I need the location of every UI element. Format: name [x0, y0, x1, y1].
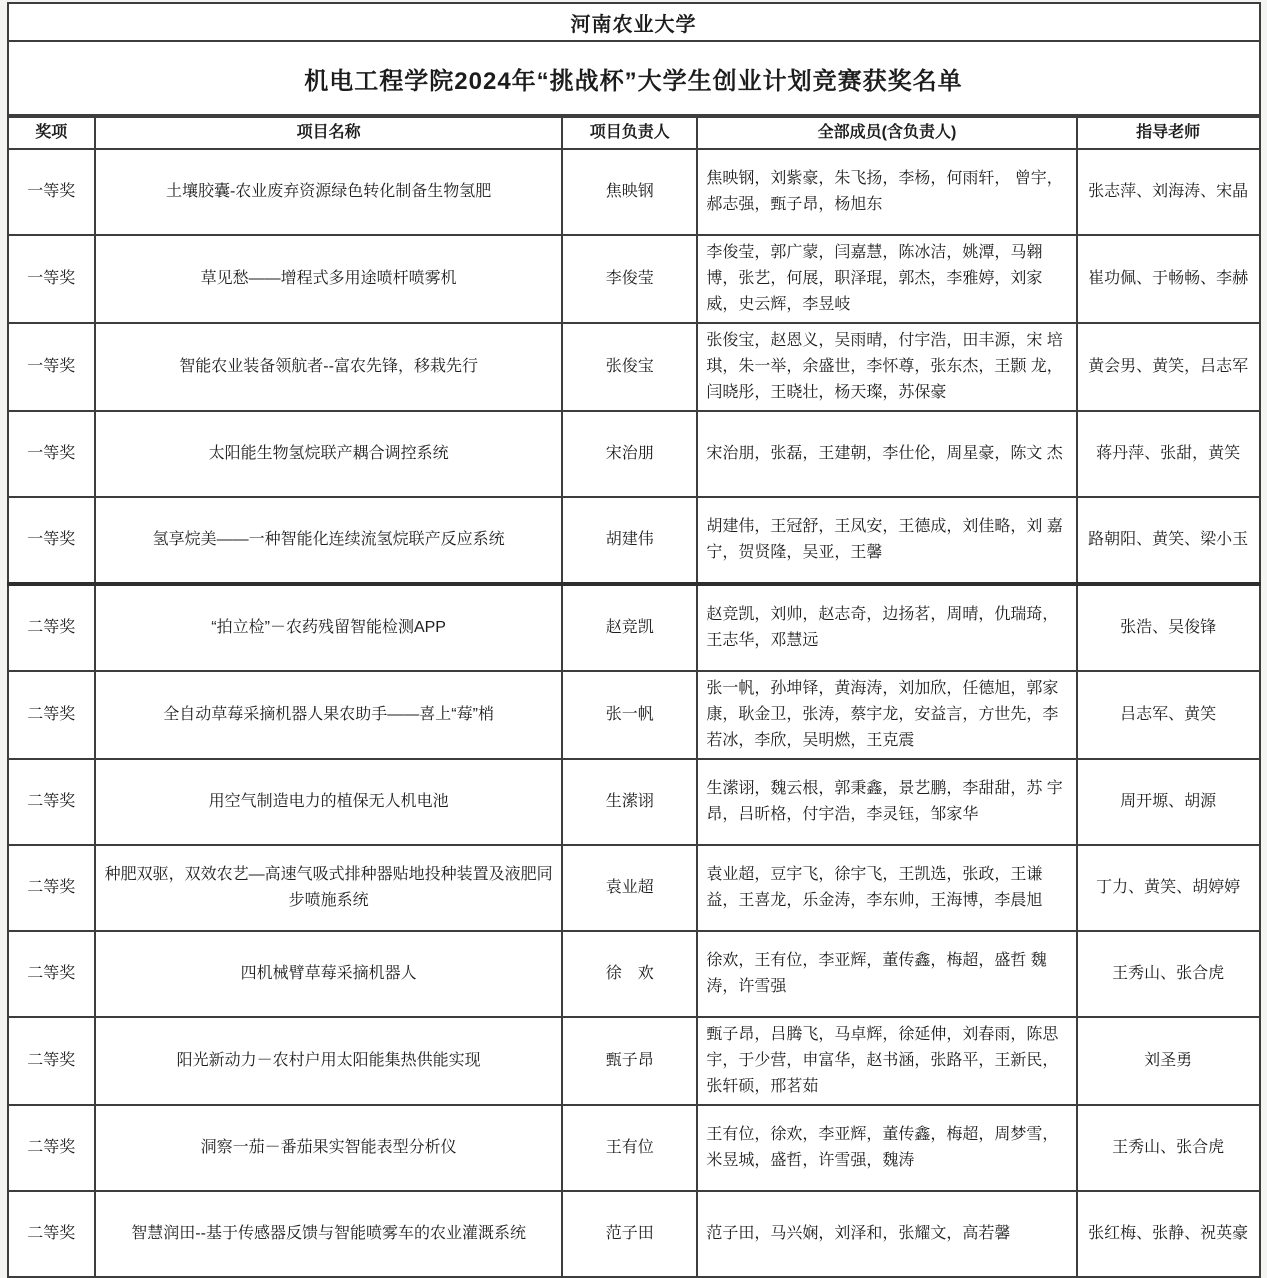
- table-header-row: [8, 117, 1260, 149]
- column-header-advisors: 指导老师: [1077, 117, 1260, 149]
- project-name-cell: 智能农业装备领航者--富农先锋，移栽先行: [95, 323, 562, 411]
- column-header-project: 项目名称: [95, 117, 562, 149]
- leader-cell: 生潆诩: [562, 759, 697, 845]
- award-cell: 二等奖: [8, 671, 96, 759]
- award-cell: 二等奖: [8, 1105, 96, 1191]
- award-list-title-text: 机电工程学院2024年“挑战杯”大学生创业计划竞赛获奖名单: [304, 67, 963, 95]
- project-name-cell: 全自动草莓采摘机器人果农助手——喜上“莓”梢: [95, 671, 562, 759]
- award-cell: 一等奖: [8, 149, 96, 235]
- advisors-cell: 黄会男、黄笑，吕志军: [1077, 323, 1260, 411]
- leader-cell: 宋治朋: [562, 411, 697, 497]
- university-title: [7, 2, 1261, 42]
- advisors-cell: 蒋丹萍、张甜，黄笑: [1077, 411, 1260, 497]
- project-name-cell: 土壤胶囊-农业废弃资源绿色转化制备生物氢肥: [95, 149, 562, 235]
- leader-cell: 胡建伟: [562, 497, 697, 584]
- members-cell: 王有位，徐欢，李亚辉，董传鑫，梅超，周梦雪，米昱城，盛哲，许雪强，魏涛: [697, 1105, 1076, 1191]
- table-row: [8, 1191, 1260, 1277]
- members-cell: 张俊宝，赵恩义，吴雨晴，付宇浩，田丰源，宋 培琪，朱一举，余盛世，李怀尊，张东杰，王颢 龙，闫晓彤，王晓壮，杨天璨，苏保豪: [697, 323, 1076, 411]
- table-row: [8, 931, 1260, 1017]
- table-row: [8, 235, 1260, 323]
- project-name-cell: 阳光新动力－农村户用太阳能集热供能实现: [95, 1017, 562, 1105]
- table-row: [8, 1017, 1260, 1105]
- table-row: [8, 671, 1260, 759]
- table-row: [8, 323, 1260, 411]
- advisors-cell: 王秀山、张合虎: [1077, 1105, 1260, 1191]
- award-cell: 一等奖: [8, 411, 96, 497]
- advisors-cell: 张浩、吴俊锋: [1077, 584, 1260, 671]
- award-cell: 二等奖: [8, 1017, 96, 1105]
- award-cell: 一等奖: [8, 497, 96, 584]
- leader-cell: 徐 欢: [562, 931, 697, 1017]
- table-row: [8, 845, 1260, 931]
- project-name-cell: 四机械臂草莓采摘机器人: [95, 931, 562, 1017]
- column-header-members: 全部成员(含负责人): [697, 117, 1076, 149]
- leader-cell: 袁业超: [562, 845, 697, 931]
- leader-cell: 甄子昂: [562, 1017, 697, 1105]
- university-title-text: 河南农业大学: [570, 13, 697, 36]
- award-cell: 一等奖: [8, 235, 96, 323]
- award-cell: 二等奖: [8, 1191, 96, 1277]
- members-cell: 张一帆，孙坤铎，黄海涛，刘加欣，任德旭，郭家康，耿金卫，张涛，蔡宇龙，安益言，方世先，李若冰，李欣，吴明燃，王克震: [697, 671, 1076, 759]
- leader-cell: 王有位: [562, 1105, 697, 1191]
- column-header-leader: 项目负责人: [562, 117, 697, 149]
- project-name-cell: 种肥双驱，双效农艺—高速气吸式排种器贴地投种装置及液肥同步喷施系统: [95, 845, 562, 931]
- leader-cell: 张一帆: [562, 671, 697, 759]
- table-row: [8, 1105, 1260, 1191]
- column-header-award: 奖项: [8, 117, 96, 149]
- members-cell: 徐欢，王有位，李亚辉，董传鑫，梅超，盛哲 魏涛，许雪强: [697, 931, 1076, 1017]
- advisors-cell: 刘圣勇: [1077, 1017, 1260, 1105]
- leader-cell: 张俊宝: [562, 323, 697, 411]
- project-name-cell: “拍立检”－农药残留智能检测APP: [95, 584, 562, 671]
- leader-cell: 焦映钢: [562, 149, 697, 235]
- project-name-cell: 氢享烷美——一种智能化连续流氢烷联产反应系统: [95, 497, 562, 584]
- advisors-cell: 张红梅、张静、祝英豪: [1077, 1191, 1260, 1277]
- advisors-cell: 王秀山、张合虎: [1077, 931, 1260, 1017]
- members-cell: 胡建伟，王冠舒，王凤安，王德成，刘佳略，刘 嘉宁，贺贤隆，吴亚，王馨: [697, 497, 1076, 584]
- table-row: [8, 411, 1260, 497]
- advisors-cell: 路朝阳、黄笑、梁小玉: [1077, 497, 1260, 584]
- members-cell: 焦映钢，刘紫豪，朱飞扬，李杨，何雨轩， 曾宇，郝志强，甄子昂，杨旭东: [697, 149, 1076, 235]
- award-table: [7, 116, 1261, 1278]
- leader-cell: 范子田: [562, 1191, 697, 1277]
- document-page: [7, 2, 1261, 1278]
- members-cell: 生潆诩，魏云根，郭秉鑫，景艺鹏，李甜甜，苏 宇昂，吕昕格，付宇浩，李灵钰，邹家华: [697, 759, 1076, 845]
- table-row: [8, 149, 1260, 235]
- advisors-cell: 张志萍、刘海涛、宋晶: [1077, 149, 1260, 235]
- advisors-cell: 周开塬、胡源: [1077, 759, 1260, 845]
- advisors-cell: 吕志军、黄笑: [1077, 671, 1260, 759]
- award-cell: 二等奖: [8, 845, 96, 931]
- table-row: [8, 759, 1260, 845]
- project-name-cell: 草见愁——增程式多用途喷杆喷雾机: [95, 235, 562, 323]
- members-cell: 宋治朋，张磊，王建朝，李仕伦，周星豪，陈文 杰: [697, 411, 1076, 497]
- advisors-cell: 崔功佩、于畅畅、李赫: [1077, 235, 1260, 323]
- members-cell: 李俊莹，郭广蒙，闫嘉慧，陈冰洁，姚潭，马翱 博，张艺，何展，职泽琨，郭杰，李雅婷，刘家 威，史云辉，李昱岐: [697, 235, 1076, 323]
- project-name-cell: 太阳能生物氢烷联产耦合调控系统: [95, 411, 562, 497]
- award-cell: 二等奖: [8, 759, 96, 845]
- table-row: [8, 584, 1260, 671]
- members-cell: 赵竞凯，刘帅，赵志奇，边扬茗，周晴，仇瑞琦，王志华，邓慧远: [697, 584, 1076, 671]
- members-cell: 袁业超，豆宇飞，徐宇飞，王凯选，张政，王谦益，王喜龙，乐金涛，李东帅，王海博，李晨旭: [697, 845, 1076, 931]
- award-cell: 一等奖: [8, 323, 96, 411]
- leader-cell: 李俊莹: [562, 235, 697, 323]
- project-name-cell: 智慧润田--基于传感器反馈与智能喷雾车的农业灌溉系统: [95, 1191, 562, 1277]
- members-cell: 甄子昂，吕腾飞，马卓辉，徐延伸，刘春雨，陈思宇，于少营，申富华，赵书涵，张路平，王新民，张轩硕，邢茗茹: [697, 1017, 1076, 1105]
- award-cell: 二等奖: [8, 584, 96, 671]
- award-list-title: [7, 42, 1261, 116]
- leader-cell: 赵竞凯: [562, 584, 697, 671]
- award-cell: 二等奖: [8, 931, 96, 1017]
- project-name-cell: 用空气制造电力的植保无人机电池: [95, 759, 562, 845]
- members-cell: 范子田，马兴娴，刘泽和，张耀文，高若馨: [697, 1191, 1076, 1277]
- advisors-cell: 丁力、黄笑、胡婷婷: [1077, 845, 1260, 931]
- project-name-cell: 洞察一茄－番茄果实智能表型分析仪: [95, 1105, 562, 1191]
- table-row: [8, 497, 1260, 584]
